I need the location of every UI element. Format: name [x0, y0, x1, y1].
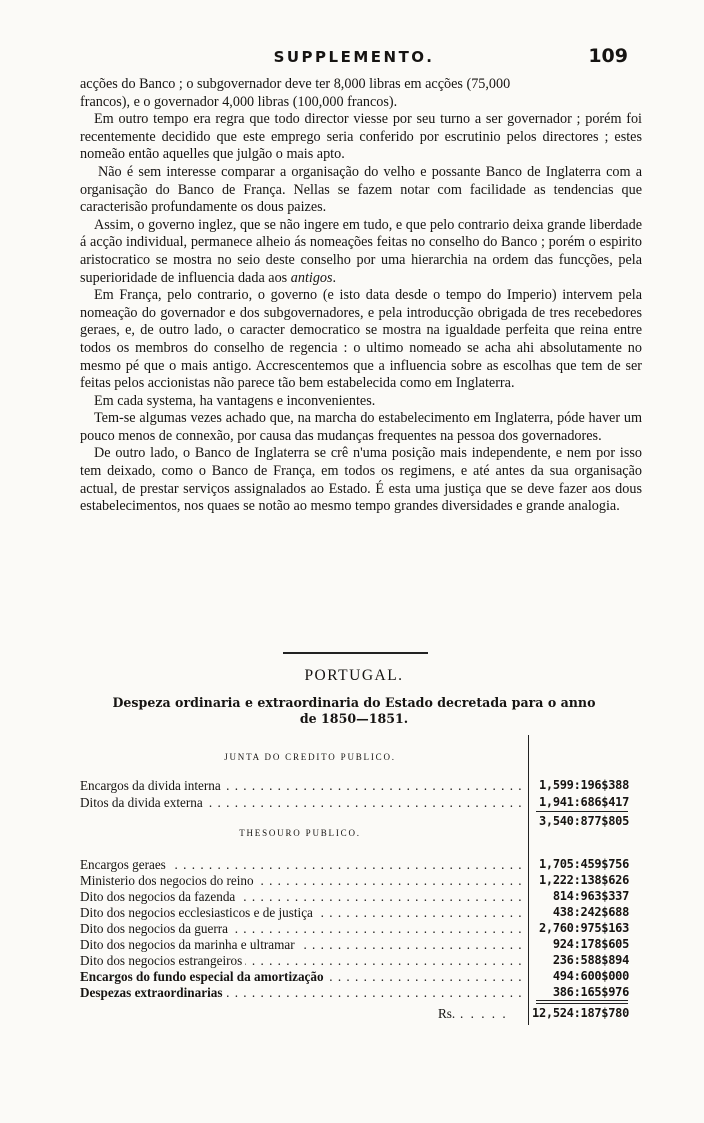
subtitle-line: de 1850—1851. — [299, 711, 409, 726]
table-row — [80, 873, 629, 888]
paragraph-text: Assim, o governo inglez, que se não ingere em tudo, e que pelo contrario deixa grande liberdade á acção individual, permanece alheio ás nomeações feitas no conselho do Banco ; porém o espirito aristocratico se mostra no seio deste conselho por uma hierarchia na ordem das funcções, pela superioridade de influencia dada aos — [80, 216, 642, 286]
paragraph-governo-inglez — [80, 217, 642, 287]
total-rule — [536, 1003, 628, 1004]
paragraph-systema: Em cada systema, ha vantagens e inconvenientes. — [94, 392, 376, 409]
running-header — [80, 45, 628, 70]
running-title: SUPPLEMENTO. — [273, 48, 435, 66]
row-label: Encargos geraes . . . — [80, 857, 525, 872]
paragraph-comparison: Não é sem interesse comparar a organisação do velho e possante Banco de Inglaterra com a organisação do Banco de França. Nellas se fazem notar com facilidade as tendencias que caracterisão profundamente os dous paizes. — [80, 163, 642, 216]
section-divider — [283, 652, 428, 654]
row-value: 814:963$337 — [552, 889, 629, 903]
page-number: 109 — [588, 45, 628, 67]
row-label: Dito dos negocios da marinha e ultramar . . . — [80, 937, 525, 952]
table-row — [80, 795, 629, 810]
subtotal-row — [80, 814, 629, 829]
total-rule — [536, 1000, 628, 1001]
subtitle-line: Despeza ordinaria e extraordinaria do Estado decretada para o anno — [112, 695, 596, 710]
row-value: 1,599:196$388 — [538, 778, 629, 792]
table-row — [80, 778, 629, 793]
table-row — [80, 857, 629, 872]
table-row — [80, 953, 629, 968]
row-value: 236:588$894 — [552, 953, 629, 967]
group-heading-junta: JUNTA DO CREDITO PUBLICO. — [224, 752, 396, 762]
paragraph-marcha: Tem-se algumas vezes achado que, na marcha do estabelecimento em Inglaterra, póde haver um pouco menos de connexão, por causa das mudanças frequentes na pessoa dos governadores. — [80, 410, 642, 444]
table-row — [80, 921, 629, 936]
row-label: Despezas extraordinarias . . . — [80, 985, 525, 1000]
paragraph-line: francos), e o governador 4,000 libras (100,000 francos). — [80, 93, 398, 110]
section-subtitle — [80, 695, 628, 727]
row-value: 1,222:138$626 — [538, 873, 629, 887]
table-row — [80, 937, 629, 952]
paragraph-franca: Em França, pelo contrario, o governo (e isto data desde o tempo do Imperio) intervem pela nomeação do governador e dos subgovernadores, e pela introducção obrigada de tres recebedores geraes, e, de outro lado, o caracter democratico se mostra na igualdade perfeita que reina entre todos os membros do conselho de regencia : o ultimo nomeado se acha ahi absolutamente no mesmo pé que o mais antigo. Accrescentemos que a influencia sobre as escolhas que tem de ser feitas pelos accionistas não parece tão bem estabelecida como em Inglaterra. — [80, 287, 642, 392]
group-heading-thesouro: THESOURO PUBLICO. — [239, 828, 361, 838]
row-label: Encargos do fundo especial da amortização . . . — [80, 969, 525, 984]
table-row — [80, 969, 629, 984]
paragraph-continued — [80, 76, 642, 111]
row-value: 2,760:975$163 — [538, 921, 629, 935]
row-label: Ditos da divida externa . . . — [80, 795, 525, 810]
row-value: 1,705:459$756 — [538, 857, 629, 871]
body-text — [80, 76, 642, 516]
row-value: 1,941:686$417 — [538, 795, 629, 809]
row-label: Encargos da divida interna . . . — [80, 778, 525, 793]
row-label: Dito dos negocios da fazenda . . . — [80, 889, 525, 904]
total-value: 12,524:187$780 — [532, 1006, 629, 1020]
table-row — [80, 905, 629, 920]
total-label: Rs. — [438, 1006, 456, 1021]
total-leader-dots: . . . . . — [460, 1006, 508, 1021]
row-value: 494:600$000 — [552, 969, 629, 983]
row-value: 438:242$688 — [552, 905, 629, 919]
row-value: 386:165$976 — [552, 985, 629, 999]
table-row — [80, 889, 629, 904]
subtotal-value: 3,540:877$805 — [538, 814, 629, 828]
row-label: Dito dos negocios estrangeiros . . . — [80, 953, 525, 968]
paragraph-outro-lado: De outro lado, o Banco de Inglaterra se crê n'uma posição mais independente, e nem por isso tem deixado, como o Banco de França, em todos os regimens, e até antes da sua organisação actual, de prestar serviços assignalados ao Estado. É esta uma justiça que se deve fazer aos dous estabelecimentos, nos quaes se notão ao mesmo tempo grandes diversidades e grande analogia. — [80, 445, 642, 515]
subtotal-rule — [536, 811, 628, 812]
paragraph-text: . — [332, 269, 337, 286]
row-label: Ministerio dos negocios do reino . . . — [80, 873, 525, 888]
table-row — [80, 985, 629, 1000]
row-value: 924:178$605 — [552, 937, 629, 951]
italic-word: antigos — [290, 269, 333, 286]
row-label: Dito dos negocios ecclesiasticos e de justiça . . . — [80, 905, 525, 920]
total-row — [80, 1006, 629, 1021]
paragraph-governador: Em outro tempo era regra que todo director viesse por seu turno a ser governador ; porém foi recentemente decidido que este emprego seria conferido por escrutinio pelos directores ; estes nomeão então aquelles que julgão o mais apto. — [80, 111, 642, 163]
row-label: Dito dos negocios da guerra . . . — [80, 921, 525, 936]
paragraph-line: acções do Banco ; o subgovernador deve ter 8,000 libras em acções (75,000 — [80, 76, 511, 92]
section-title: PORTUGAL. — [304, 667, 404, 684]
